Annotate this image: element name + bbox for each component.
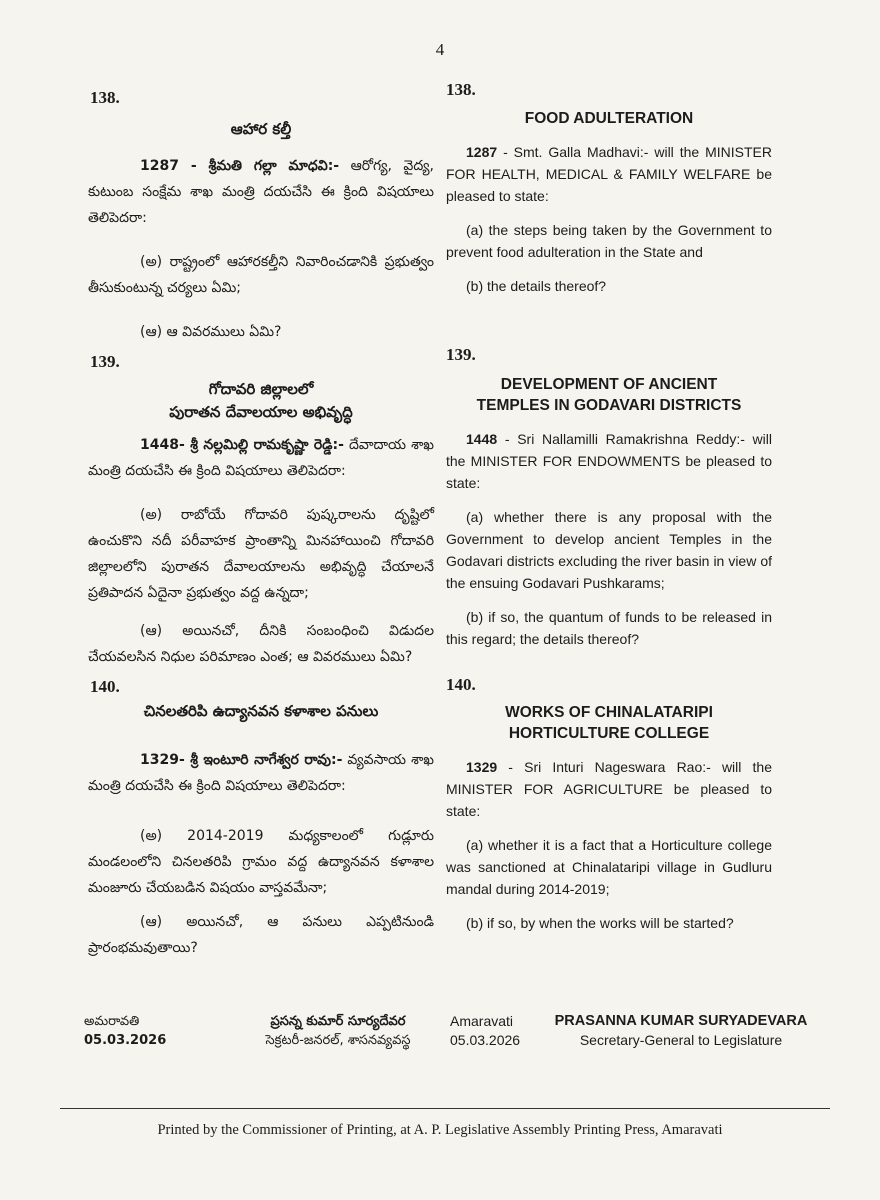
question-serial: 1287 bbox=[466, 144, 498, 160]
item-b: (b) the details thereof? bbox=[466, 278, 607, 294]
item-b: (b) if so, the quantum of funds to be released in this regard; the details thereof? bbox=[446, 609, 772, 647]
intro-text: - Smt. Galla Madhavi:- will the MINISTER FOR HEALTH, MEDICAL & FAMILY WELFARE be pleased to state: bbox=[446, 144, 772, 204]
question-intro bbox=[446, 141, 772, 207]
signatory-designation: సెక్రటరీ-జనరల్, శాసనవ్యవస్థ bbox=[265, 1033, 411, 1048]
question-title-line1: WORKS OF CHINALATARIPI bbox=[505, 704, 713, 721]
page-number: 4 bbox=[435, 40, 445, 59]
intro-text: - Sri Nallamilli Ramakrishna Reddy:- will the MINISTER FOR ENDOWMENTS be pleased to state: bbox=[446, 431, 772, 491]
question-intro bbox=[446, 428, 772, 494]
item-b: (ఆ) అయినచో, ఆ పనులు ఎప్పటినుండి ప్రారంభమవుతాయి? bbox=[88, 914, 434, 956]
question-title: FOOD ADULTERATION bbox=[524, 110, 694, 127]
intro-text: దేవాదాయ శాఖ మంత్రి దయచేసి ఈ క్రింది విషయాలు తెలిపెదరా: bbox=[88, 437, 434, 479]
question-140-telugu bbox=[88, 700, 434, 961]
signature-place-date-en bbox=[450, 1012, 520, 1050]
place: Amaravati bbox=[450, 1013, 514, 1029]
item-b: (b) if so, by when the works will be started? bbox=[466, 915, 734, 931]
signature-place-date-te bbox=[84, 1012, 166, 1050]
question-title-line2: TEMPLES IN GODAVARI DISTRICTS bbox=[476, 397, 742, 414]
intro-text: వ్యవసాయ శాఖ మంత్రి దయచేసి ఈ క్రింది విషయాలు తెలిపెదరా: bbox=[88, 752, 434, 794]
question-intro bbox=[88, 432, 434, 484]
item-a: (a) whether it is a fact that a Horticulture college was sanctioned at Chinalataripi village in Gudluru mandal during 2014-2019; bbox=[446, 837, 772, 897]
date: 05.03.2026 bbox=[84, 1033, 167, 1048]
question-title-line1: గోదావరి జిల్లాలలో bbox=[208, 380, 314, 398]
question-140-english bbox=[446, 702, 772, 934]
item-a: (అ) రాష్ట్రంలో ఆహారకల్తీని నివారించడానికి ప్రభుత్వం తీసుకుంటున్న చర్యలు ఏమి; bbox=[88, 254, 434, 296]
question-serial: 1329 bbox=[466, 759, 498, 775]
intro-text: ఆరోగ్య, వైద్య, కుటుంబ సంక్షేమ శాఖ మంత్రి దయచేసి ఈ క్రింది విషయాలు తెలిపెదరా: bbox=[88, 158, 435, 226]
printer-footer: Printed by the Commissioner of Printing, at A. P. Legislative Assembly Printing Press, Amaravati bbox=[157, 1122, 723, 1138]
question-138-telugu bbox=[88, 118, 434, 345]
question-title: ఆహార కల్తీ bbox=[230, 120, 292, 138]
question-number-te: 138. bbox=[90, 88, 120, 107]
question-number-en: 138. bbox=[446, 80, 476, 99]
intro-text: - Sri Inturi Nageswara Rao:- will the MINISTER FOR AGRICULTURE be pleased to state: bbox=[446, 759, 772, 819]
question-number-te: 139. bbox=[90, 352, 120, 371]
question-intro bbox=[88, 153, 434, 231]
member-name: 1448- శ్రీ నల్లమిల్లి రామకృష్ణా రెడ్డి:- bbox=[140, 437, 344, 453]
item-b: (ఆ) ఆ వివరములు ఏమి? bbox=[140, 324, 282, 340]
question-number-te: 140. bbox=[90, 677, 120, 696]
place: అమరావతి bbox=[84, 1014, 140, 1029]
item-a: (అ) రాబోయే గోదావరి పుష్కరాలను దృష్టిలో ఉంచుకొని నదీ పరీవాహక ప్రాంతాన్ని మినహాయించి గోదావరి జిల్లాలలోని పురాతన దేవాలయాలను అభివృద్ధి చేయాలనే ప్రతిపాదన ఏదైనా ప్రభుత్వం వద్ద ఉన్నదా; bbox=[88, 507, 434, 601]
member-name: 1287 - శ్రీమతి గల్లా మాధవి:- bbox=[140, 158, 340, 174]
question-139-english bbox=[446, 374, 772, 650]
item-a: (అ) 2014-2019 మధ్యకాలంలో గుడ్లూరు మండలంలోని చినలతరిపి గ్రామం వద్ద ఉద్యానవన కళాశాల మంజూరు చేయబడిన విషయం వాస్తవమేనా; bbox=[88, 828, 434, 896]
date: 05.03.2026 bbox=[450, 1032, 521, 1048]
question-title-line2: HORTICULTURE COLLEGE bbox=[508, 725, 710, 742]
question-number-en: 139. bbox=[446, 345, 476, 364]
signatory-name: PRASANNA KUMAR SURYADEVARA bbox=[554, 1013, 808, 1029]
question-138-english bbox=[446, 108, 772, 297]
signatory-designation: Secretary-General to Legislature bbox=[579, 1032, 783, 1048]
question-serial: 1448 bbox=[466, 431, 498, 447]
question-title-line1: DEVELOPMENT OF ANCIENT bbox=[500, 376, 718, 393]
item-a: (a) whether there is any proposal with the Government to develop ancient Temples in the Godavari districts excluding the river basin in view of the ensuing Godavari Pushkarams; bbox=[446, 509, 772, 591]
question-number-en: 140. bbox=[446, 675, 476, 694]
item-b: (ఆ) అయినచో, దీనికి సంబంధించి విడుదల చేయవలసిన నిధుల పరిమాణం ఎంత; ఆ వివరములు ఏమి? bbox=[88, 623, 434, 665]
signature-block-te bbox=[238, 1012, 438, 1050]
member-name: 1329- శ్రీ ఇంటూరి నాగేశ్వర రావు:- bbox=[140, 752, 343, 768]
signatory-name: ప్రసన్న కుమార్ సూర్యదేవర bbox=[270, 1014, 406, 1029]
question-intro bbox=[446, 756, 772, 822]
question-139-telugu bbox=[88, 378, 434, 670]
question-intro bbox=[88, 747, 434, 799]
question-title: చినలతరిపి ఉద్యానవన కళాశాల పనులు bbox=[143, 702, 379, 720]
footer-divider bbox=[60, 1108, 830, 1109]
item-a: (a) the steps being taken by the Government to prevent food adulteration in the State and bbox=[446, 222, 772, 260]
signature-block-en bbox=[546, 1012, 816, 1050]
question-title-line2: పురాతన దేవాలయాల అభివృద్ధి bbox=[169, 403, 353, 421]
